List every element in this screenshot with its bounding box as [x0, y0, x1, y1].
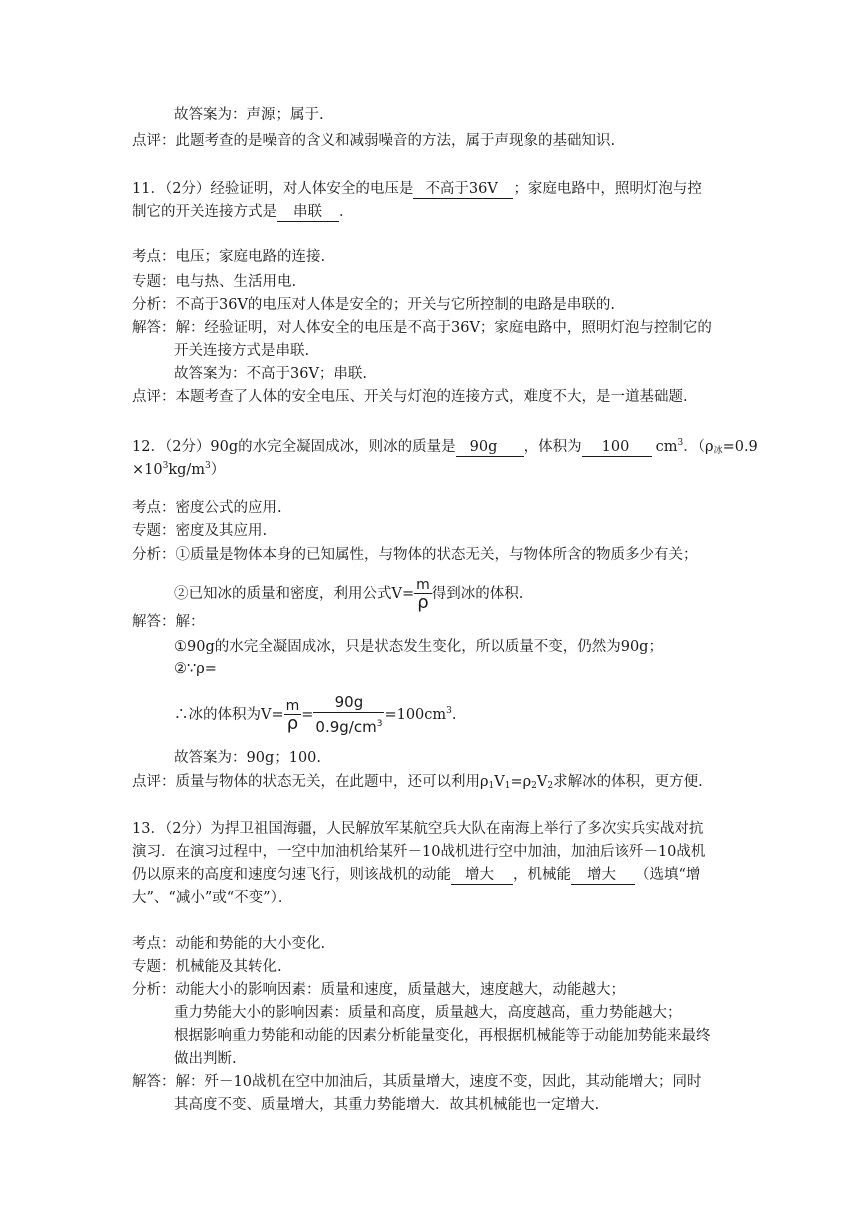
- exponent: 3: [162, 461, 169, 471]
- fenxi-line: [174, 1048, 237, 1070]
- answer-blank: [582, 438, 652, 457]
- fenxi-text: 分析：动能大小的影响因素：质量和速度，质量越大，速度越大，动能越大；: [132, 982, 625, 998]
- answer-blank: [451, 866, 513, 885]
- kaodian-line: [132, 497, 282, 519]
- jieda-formula-line: [174, 688, 457, 734]
- question-13-stem-line2: [132, 841, 705, 863]
- kaodian-text: 考点：密度公式的应用.: [132, 500, 282, 516]
- fenxi-line: [132, 544, 698, 566]
- blank-answer: 不高于36V: [425, 181, 498, 197]
- stem-text: ，机械能: [513, 867, 571, 883]
- jieda-line: [132, 1071, 701, 1093]
- answer-line: [174, 363, 367, 385]
- comment-text: 点评：本题考查了人体的安全电压、开关与灯泡的连接方式，难度不大，是一道基础题.: [132, 389, 688, 405]
- comment-line: [132, 130, 615, 152]
- denominator-text: 0.9g/cm: [315, 718, 377, 736]
- subscript: 2: [547, 781, 554, 791]
- question-13-stem-line1: [132, 818, 703, 840]
- stem-text: 制它的开关连接方式是: [132, 204, 277, 220]
- unit-superscript: 3: [677, 438, 684, 448]
- subscript: 1: [488, 781, 495, 791]
- comment-line: [132, 771, 703, 793]
- subscript: 2: [531, 781, 537, 791]
- fenxi-text: 分析：不高于36V的电压对人体是安全的；开关与它所控制的电路是串联的.: [132, 297, 616, 313]
- jieda-line: [174, 1094, 599, 1116]
- stem-text: ×10: [132, 462, 163, 478]
- fenxi-line: [132, 979, 625, 1001]
- comment-text: V: [536, 774, 548, 790]
- kaodian-line: [132, 933, 325, 955]
- blank-answer: 90g: [469, 439, 498, 455]
- stem-text: ；家庭电路中，照明灯泡与控: [513, 181, 702, 197]
- comment-text: =ρ: [510, 774, 532, 790]
- fraction-90g-over-density: [313, 692, 384, 738]
- answer-line: [174, 747, 321, 769]
- kaodian-text: 考点：动能和势能的大小变化.: [132, 936, 326, 952]
- stem-text: 13．（2分）为捍卫祖国海疆，人民解放军某航空兵大队在南海上举行了多次实兵实战对抗: [132, 821, 704, 837]
- zhuanti-line: [132, 271, 296, 293]
- question-11-stem-line2: [132, 201, 354, 223]
- stem-text: 11．（2分）经验证明，对人体安全的电压是: [132, 181, 414, 197]
- question-11-stem-line1: [132, 178, 702, 200]
- question-12-stem-line1: [132, 432, 758, 454]
- jieda-text: 开关连接方式是串联.: [174, 343, 310, 359]
- stem-text: ．: [339, 204, 354, 220]
- stem-text: ）: [210, 462, 226, 478]
- zhuanti-line: [132, 956, 282, 978]
- fraction-denominator: ρ: [417, 591, 429, 613]
- answer-blank: [456, 438, 524, 457]
- jieda-line: [132, 317, 712, 339]
- question-13-stem-line4: [132, 887, 292, 909]
- unit-text: cm: [655, 439, 678, 455]
- stem-text: ，体积为: [523, 439, 582, 455]
- comment-text: V: [494, 774, 505, 790]
- jieda-text: ①90g的水完全凝固成冰，只是状态发生变化，所以质量不变，仍然为90g；: [174, 639, 663, 655]
- question-12-stem-line2: [132, 455, 225, 477]
- kaodian-text: 考点：电压；家庭电路的连接.: [132, 249, 326, 265]
- comment-text: 点评：此题考查的是噪音的含义和减弱噪音的方法，属于声现象的基础知识.: [132, 133, 616, 149]
- fraction-numerator: 90g: [313, 692, 384, 713]
- unit-superscript: 3: [376, 719, 383, 729]
- fraction-m-over-rho: [414, 577, 432, 612]
- zhuanti-line: [132, 520, 267, 542]
- fenxi-line: [132, 294, 615, 316]
- jieda-step-line: [174, 636, 663, 658]
- stem-text: （选填“增: [635, 867, 701, 883]
- question-13-stem-line3: [132, 864, 700, 886]
- fenxi-formula-line: [174, 574, 523, 614]
- stem-text: 12．（2分）90g的水完全凝固成冰，则冰的质量是: [132, 439, 456, 455]
- stem-text: 仍以原来的高度和速度匀速飞行，则该战机的动能: [132, 867, 451, 883]
- answer-text: 故答案为：声源；属于.: [174, 107, 324, 123]
- jieda-text: =100cm: [384, 707, 447, 723]
- answer-text: 故答案为：不高于36V；串联.: [174, 366, 368, 382]
- comment-line: [132, 386, 688, 408]
- fenxi-line: [174, 1002, 682, 1024]
- fraction-denominator: [313, 713, 384, 738]
- answer-line: [174, 104, 324, 126]
- stem-text: =0.9: [722, 439, 758, 455]
- fenxi-text: 做出判断.: [174, 1051, 237, 1067]
- fenxi-text: 得到冰的体积.: [431, 586, 524, 602]
- zhuanti-text: 专题：机械能及其转化.: [132, 959, 282, 975]
- jieda-text: ②∵ρ=: [174, 661, 217, 677]
- answer-blank: [277, 203, 339, 222]
- jieda-text: ∴冰的体积为V=: [174, 707, 284, 723]
- fenxi-text: ②已知冰的质量和密度，利用公式V=: [174, 586, 415, 602]
- answer-blank: [413, 180, 513, 199]
- jieda-text: 解答：解：: [132, 614, 205, 630]
- comment-text: 点评：质量与物体的状态无关，在此题中，还可以利用ρ: [132, 774, 489, 790]
- stem-text: ．（ρ: [683, 439, 714, 455]
- comment-text: 求解冰的体积，更方便.: [553, 774, 703, 790]
- unit-superscript: 3: [205, 461, 211, 471]
- jieda-line: [174, 340, 309, 362]
- fraction-numerator: m: [416, 576, 430, 593]
- unit-superscript: 3: [446, 706, 452, 716]
- stem-text: 大”、“减小”或“不变”）．: [132, 890, 293, 906]
- equals-sign: =: [301, 707, 314, 723]
- subscript: 1: [504, 781, 511, 791]
- fenxi-text: 根据影响重力势能和动能的因素分析能量变化，再根据机械能等于动能加势能来最终: [174, 1028, 711, 1044]
- zhuanti-text: 专题：密度及其应用.: [132, 523, 268, 539]
- fenxi-text: 重力势能大小的影响因素：质量和高度，质量越大，高度越高，重力势能越大；: [174, 1005, 682, 1021]
- fraction-numerator: m: [285, 697, 300, 714]
- answer-blank: [571, 866, 635, 885]
- fenxi-text: 分析：①质量是物体本身的已知属性，与物体的状态无关，与物体所含的物质多少有关；: [132, 547, 698, 563]
- jieda-text: 解答：解：经验证明，对人体安全的电压是不高于36V；家庭电路中，照明灯泡与控制它的: [132, 320, 712, 336]
- blank-answer: 串联: [293, 204, 322, 220]
- jieda-text: 其高度不变、质量增大，其重力势能增大．故其机械能也一定增大.: [174, 1097, 600, 1113]
- stem-text: kg/m: [168, 462, 206, 478]
- kaodian-line: [132, 246, 325, 268]
- zhuanti-text: 专题：电与热、生活用电.: [132, 274, 297, 290]
- stem-text: 演习．在演习过程中，一空中加油机给某歼－10战机进行空中加油，加油后该歼－10战机: [132, 844, 706, 860]
- blank-answer: 100: [601, 439, 630, 455]
- blank-answer: 增大: [587, 867, 616, 883]
- jieda-text: 解答：解：歼－10战机在空中加油后，其质量增大，速度不变，因此，其动能增大；同时: [132, 1074, 702, 1090]
- rho-subscript: 冰: [713, 446, 723, 456]
- jieda-line: [132, 611, 205, 633]
- jieda-step-line: [174, 658, 217, 680]
- blank-answer: 增大: [465, 867, 494, 883]
- fraction-m-over-rho: [284, 698, 302, 733]
- jieda-text: .: [451, 707, 457, 723]
- fenxi-line: [174, 1025, 711, 1047]
- fraction-denominator: ρ: [286, 712, 299, 734]
- answer-text: 故答案为：90g；100.: [174, 750, 322, 766]
